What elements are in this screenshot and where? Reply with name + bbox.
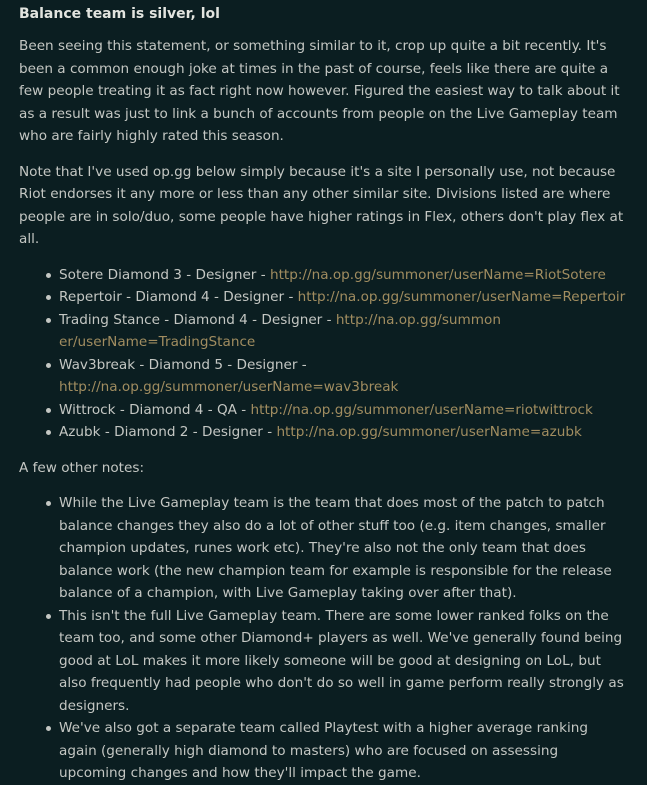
list-item: This isn't the full Live Gameplay team. There are some lower ranked folks on the team too, and some other Diamond+ players as well. We've generally found being good at LoL makes it more likely someone will be good at designing on LoL, but also frequently had people who don't do so well in game perform really strongly as designers.	[59, 605, 628, 718]
list-item	[59, 421, 628, 444]
account-description: Repertoir - Diamond 4 - Designer -	[59, 289, 298, 305]
notes-heading: A few other notes:	[19, 459, 145, 476]
account-link[interactable]: http://na.op.gg/summoner/userName=TradingStance	[59, 311, 501, 350]
account-description: Wittrock - Diamond 4 - QA -	[59, 401, 251, 418]
account-link[interactable]: http://na.op.gg/summoner/userName=azubk	[276, 424, 582, 440]
post-paragraph-note: Note that I've used op.gg below simply because it's a site I personally use, not because Riot endorses it any more or less than any other similar site. Divisions listed are where people are in solo/duo, some people have higher ratings in Flex, others don't play flex at all.	[19, 163, 624, 247]
post-paragraph-intro: Been seeing this statement, or something similar to it, crop up quite a bit recently. It's been a common enough joke at times in the past of course, feels like there are quite a few people treating it as fact right now however. Figured the easiest way to talk about it as a result was just to link a bunch of accounts from people on the Live Gameplay team who are fairly highly rated this season.	[19, 38, 620, 144]
account-link[interactable]: http://na.op.gg/summoner/userName=Repertoir	[297, 289, 626, 305]
post-title: Balance team is silver, lol	[19, 6, 220, 22]
account-link[interactable]: http://na.op.gg/summoner/userName=riotwittrock	[250, 401, 593, 418]
list-item	[59, 264, 628, 287]
account-description: Azubk - Diamond 2 - Designer -	[59, 424, 277, 440]
account-list	[19, 264, 628, 444]
account-description: Trading Stance - Diamond 4 - Designer -	[59, 311, 336, 328]
list-item	[59, 286, 628, 309]
notes-list	[19, 492, 628, 785]
account-link[interactable]: http://na.op.gg/summoner/userName=RiotSotere	[269, 266, 606, 283]
account-link[interactable]: http://na.op.gg/summoner/userName=wav3break	[59, 379, 399, 395]
account-description: Sotere Diamond 3 - Designer -	[59, 266, 270, 283]
list-item: We've also got a separate team called Playtest with a higher average ranking again (generally high diamond to masters) who are focused on assessing upcoming changes and how they'll impact the game.	[59, 717, 628, 785]
list-item	[59, 309, 628, 354]
list-item	[59, 354, 628, 399]
list-item: While the Live Gameplay team is the team that does most of the patch to patch balance changes they also do a lot of other stuff too (e.g. item changes, smaller champion updates, runes work etc). They're also not the only team that does balance work (the new champion team for example is responsible for the release balance of a champion, with Live Gameplay taking over after that).	[59, 492, 628, 605]
account-description: Wav3break - Diamond 5 - Designer -	[59, 356, 307, 373]
list-item	[59, 399, 628, 422]
